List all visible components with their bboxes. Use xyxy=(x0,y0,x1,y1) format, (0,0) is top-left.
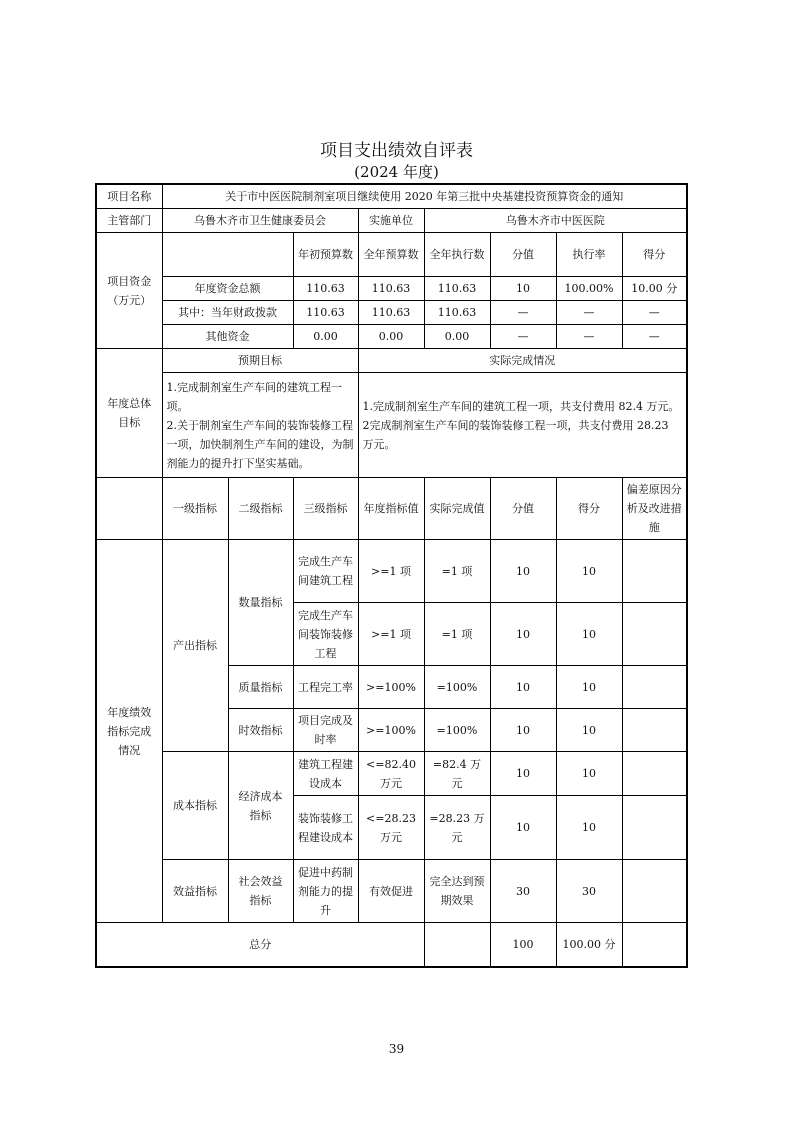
funds-label: 项目资金 （万元） xyxy=(96,233,162,349)
score-value: 30 xyxy=(490,860,556,923)
actual-value: =82.4 万元 xyxy=(424,752,490,796)
deviation-analysis xyxy=(622,603,687,666)
actual-value: =100% xyxy=(424,709,490,752)
funds-header: 执行率 xyxy=(556,233,622,277)
level2-social-benefit: 社会效益 指标 xyxy=(228,860,293,923)
target-value: <=28.23 万元 xyxy=(358,796,424,860)
level2-quantity: 数量指标 xyxy=(228,540,293,666)
performance-table xyxy=(95,183,688,968)
score: 30 xyxy=(556,860,622,923)
project-name: 关于市中医医院制剂室项目继续使用 2020 年第三批中央基建投资预算资金的通知 xyxy=(162,184,687,209)
document-title: 项目支出绩效自评表 xyxy=(320,141,473,161)
deviation-analysis xyxy=(622,752,687,796)
funds-cell: — xyxy=(556,301,622,325)
total-label: 总分 xyxy=(96,923,424,967)
target-value: >=100% xyxy=(358,666,424,709)
funds-cell: — xyxy=(622,301,687,325)
deviation-analysis xyxy=(622,540,687,603)
level1-cost: 成本指标 xyxy=(162,752,228,860)
level2-timeliness: 时效指标 xyxy=(228,709,293,752)
deviation-analysis xyxy=(622,709,687,752)
funds-cell: 110.63 xyxy=(293,301,358,325)
actual-value: =100% xyxy=(424,666,490,709)
dept-value: 乌鲁木齐市卫生健康委员会 xyxy=(162,209,358,233)
level3-indicator: 项目完成及时率 xyxy=(293,709,358,752)
level3-indicator: 完成生产车间建筑工程 xyxy=(293,540,358,603)
funds-cell: 110.63 xyxy=(424,277,490,301)
indicator-header: 实际完成值 xyxy=(424,478,490,540)
indicator-header: 二级指标 xyxy=(228,478,293,540)
target-value: <=82.40 万元 xyxy=(358,752,424,796)
score-value: 10 xyxy=(490,752,556,796)
target-value: 有效促进 xyxy=(358,860,424,923)
funds-cell: 10 xyxy=(490,277,556,301)
project-name-label: 项目名称 xyxy=(96,184,162,209)
score-value: 10 xyxy=(490,796,556,860)
total-score: 100.00 分 xyxy=(556,923,622,967)
level3-indicator: 工程完工率 xyxy=(293,666,358,709)
funds-cell: 110.63 xyxy=(358,277,424,301)
score: 10 xyxy=(556,666,622,709)
total-score-value: 100 xyxy=(490,923,556,967)
total-blank xyxy=(424,923,490,967)
funds-header: 全年执行数 xyxy=(424,233,490,277)
funds-header: 全年预算数 xyxy=(358,233,424,277)
level2-economic-cost: 经济成本 指标 xyxy=(228,752,293,860)
indicators-section-label: 年度绩效 指标完成 情况 xyxy=(96,540,162,923)
actual-value: =28.23 万元 xyxy=(424,796,490,860)
deviation-analysis xyxy=(622,796,687,860)
level1-output: 产出指标 xyxy=(162,540,228,752)
score: 10 xyxy=(556,540,622,603)
page-number: 39 xyxy=(388,1042,405,1056)
indicator-header: 年度指标值 xyxy=(358,478,424,540)
level1-benefit: 效益指标 xyxy=(162,860,228,923)
actual-completion-header: 实际完成情况 xyxy=(358,349,687,373)
score: 10 xyxy=(556,796,622,860)
indicator-header: 偏差原因分析及改进措施 xyxy=(622,478,687,540)
funds-cell: — xyxy=(490,325,556,349)
level2-quality: 质量指标 xyxy=(228,666,293,709)
score: 10 xyxy=(556,752,622,796)
target-value: >=1 项 xyxy=(358,540,424,603)
level3-indicator: 建筑工程建设成本 xyxy=(293,752,358,796)
level3-indicator: 促进中药制剂能力的提升 xyxy=(293,860,358,923)
actual-value: =1 项 xyxy=(424,540,490,603)
expected-goal-header: 预期目标 xyxy=(162,349,358,373)
score-value: 10 xyxy=(490,709,556,752)
expected-goal-text: 1.完成制剂室生产车间的建筑工程一项。 2.关于制剂室生产车间的装饰装修工程一项，加快制剂生产车间的建设，为制剂能力的提升打下坚实基础。 xyxy=(162,373,358,478)
target-value: >=1 项 xyxy=(358,603,424,666)
score-value: 10 xyxy=(490,540,556,603)
indicator-header: 分值 xyxy=(490,478,556,540)
level3-indicator: 完成生产车间装饰装修工程 xyxy=(293,603,358,666)
funds-cell: — xyxy=(622,325,687,349)
score: 10 xyxy=(556,709,622,752)
funds-row-label: 其他资金 xyxy=(162,325,293,349)
funds-row-label: 年度资金总额 xyxy=(162,277,293,301)
actual-completion-text: 1.完成制剂室生产车间的建筑工程一项，共支付费用 82.4 万元。 2完成制剂室生产车间的装饰装修工程一项，共支付费用 28.23 万元。 xyxy=(358,373,687,478)
funds-header: 年初预算数 xyxy=(293,233,358,277)
deviation-analysis xyxy=(622,666,687,709)
indicator-header-blank xyxy=(96,478,162,540)
funds-cell: 10.00 分 xyxy=(622,277,687,301)
funds-corner xyxy=(162,233,293,277)
score-value: 10 xyxy=(490,666,556,709)
score-value: 10 xyxy=(490,603,556,666)
funds-cell: — xyxy=(490,301,556,325)
funds-cell: 0.00 xyxy=(358,325,424,349)
funds-cell: — xyxy=(556,325,622,349)
funds-cell: 0.00 xyxy=(424,325,490,349)
funds-cell: 110.63 xyxy=(358,301,424,325)
total-deviation xyxy=(622,923,687,967)
actual-value: 完全达到预期效果 xyxy=(424,860,490,923)
score: 10 xyxy=(556,603,622,666)
funds-cell: 110.63 xyxy=(293,277,358,301)
funds-header: 分值 xyxy=(490,233,556,277)
funds-cell: 100.00% xyxy=(556,277,622,301)
unit-value: 乌鲁木齐市中医医院 xyxy=(424,209,687,233)
unit-label: 实施单位 xyxy=(358,209,424,233)
dept-label: 主管部门 xyxy=(96,209,162,233)
funds-row-label: 其中：当年财政拨款 xyxy=(162,301,293,325)
indicator-header: 三级指标 xyxy=(293,478,358,540)
document-subtitle: (2024 年度) xyxy=(354,163,439,181)
deviation-analysis xyxy=(622,860,687,923)
indicator-header: 一级指标 xyxy=(162,478,228,540)
funds-cell: 0.00 xyxy=(293,325,358,349)
goals-label: 年度总体 目标 xyxy=(96,349,162,478)
funds-cell: 110.63 xyxy=(424,301,490,325)
target-value: >=100% xyxy=(358,709,424,752)
actual-value: =1 项 xyxy=(424,603,490,666)
indicator-header: 得分 xyxy=(556,478,622,540)
level3-indicator: 装饰装修工程建设成本 xyxy=(293,796,358,860)
funds-header: 得分 xyxy=(622,233,687,277)
